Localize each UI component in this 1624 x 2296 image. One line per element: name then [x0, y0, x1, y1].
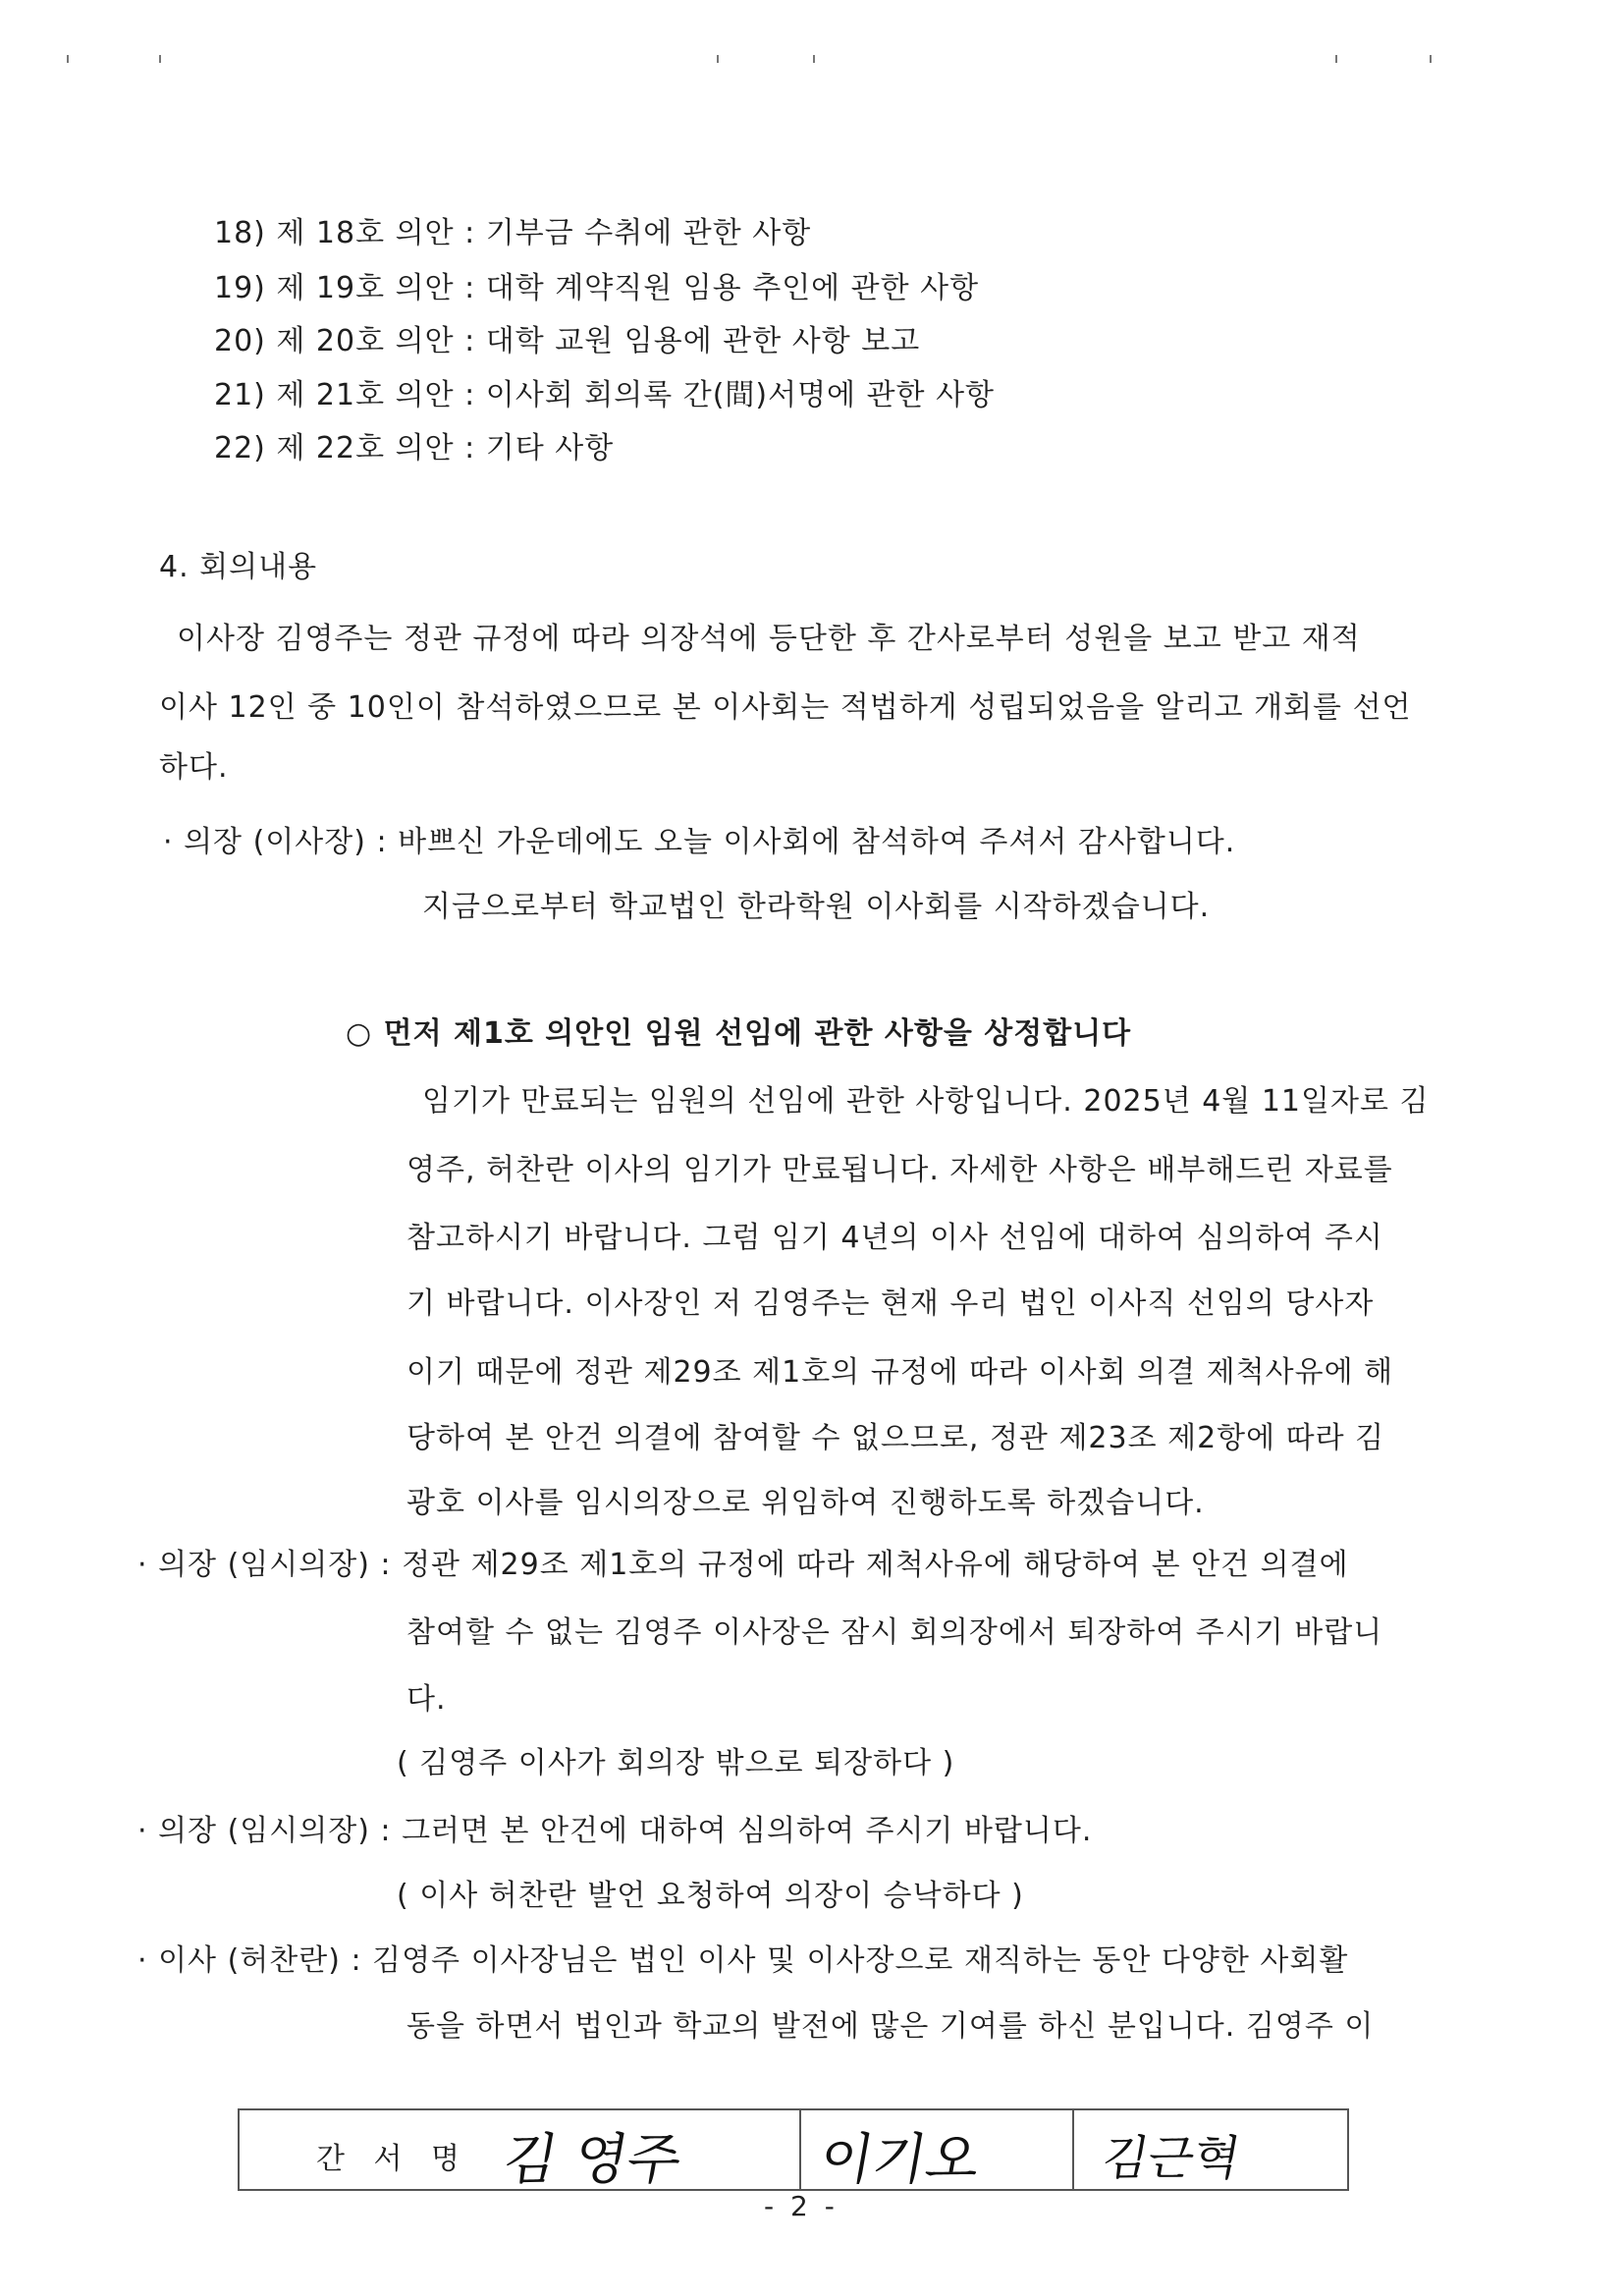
agenda1-heading: ○ 먼저 제1호 의안인 임원 선임에 관한 사항을 상정합니다: [346, 1016, 1132, 1051]
temp-chair-line: 다.: [406, 1682, 447, 1717]
scan-mark: [67, 55, 69, 63]
agenda1-line: 당하여 본 안건 의결에 참여할 수 없으므로, 정관 제23조 제2항에 따라 김: [406, 1421, 1385, 1455]
signature-divider: [1072, 2110, 1074, 2189]
opening-line: 하다.: [159, 750, 229, 785]
agenda1-line: 이기 때문에 정관 제29조 제1호의 규정에 따라 이사회 의결 제척사유에 해: [406, 1355, 1394, 1390]
chair-speech: · 의장 (이사장) : 바쁘신 가운데에도 오늘 이사회에 참석하여 주셔서 감사합니다.: [163, 825, 1236, 859]
agenda1-line: 광호 이사를 임시의장으로 위임하여 진행하도록 하겠습니다.: [406, 1486, 1205, 1520]
scan-mark: [1335, 55, 1337, 63]
agenda-item: 18) 제 18호 의안 : 기부금 수취에 관한 사항: [214, 216, 812, 250]
scan-mark: [813, 55, 815, 63]
temp-chair-speech: · 의장 (임시의장) : 정관 제29조 제1호의 규정에 따라 제척사유에 해당하여 본 안건 의결에: [137, 1548, 1349, 1582]
agenda-item: 22) 제 22호 의안 : 기타 사항: [214, 431, 615, 465]
chair-speech-line: 지금으로부터 학교법인 한라학원 이사회를 시작하겠습니다.: [422, 890, 1211, 924]
signature-2: 이기오: [814, 2128, 986, 2192]
signature-divider: [799, 2110, 801, 2189]
scan-mark: [159, 55, 161, 63]
note-request: ( 이사 허찬란 발언 요청하여 의장이 승낙하다 ): [397, 1879, 1024, 1913]
agenda1-line: 임기가 만료되는 임원의 선임에 관한 사항입니다. 2025년 4월 11일자로 김: [422, 1084, 1430, 1119]
agenda1-line: 영주, 허찬란 이사의 임기가 만료됩니다. 자세한 사항은 배부해드린 자료를: [406, 1153, 1393, 1187]
scan-mark: [717, 55, 719, 63]
temp-chair-speech-2: · 의장 (임시의장) : 그러면 본 안건에 대하여 심의하여 주시기 바랍니다.: [137, 1814, 1093, 1848]
section-title: 4. 회의내용: [159, 550, 318, 584]
agenda-item: 20) 제 20호 의안 : 대학 교원 임용에 관한 사항 보고: [214, 324, 921, 358]
agenda-item: 19) 제 19호 의안 : 대학 계약직원 임용 추인에 관한 사항: [214, 271, 980, 305]
note-exit: ( 김영주 이사가 회의장 밖으로 퇴장하다 ): [397, 1746, 955, 1780]
page-number: - 2 -: [764, 2190, 839, 2222]
director-speech: · 이사 (허찬란) : 김영주 이사장님은 법인 이사 및 이사장으로 재직하는 동안 다양한 사회활: [137, 1943, 1349, 1978]
agenda1-line: 참고하시기 바랍니다. 그럼 임기 4년의 이사 선임에 대하여 심의하여 주시: [406, 1221, 1383, 1255]
signature-3: 김근혁: [1098, 2131, 1245, 2186]
agenda-item: 21) 제 21호 의안 : 이사회 회의록 간(間)서명에 관한 사항: [214, 378, 996, 412]
opening-line: 이사장 김영주는 정관 규정에 따라 의장석에 등단한 후 간사로부터 성원을 보고 받고 재적: [177, 622, 1361, 656]
signature-1: 김 영주: [498, 2128, 687, 2192]
signature-label: 간 서 명: [316, 2142, 470, 2176]
signature-box: [238, 2108, 1349, 2191]
director-speech-line: 동을 하면서 법인과 학교의 발전에 많은 기여를 하신 분입니다. 김영주 이: [406, 2009, 1375, 2044]
agenda1-line: 기 바랍니다. 이사장인 저 김영주는 현재 우리 법인 이사직 선임의 당사자: [406, 1286, 1375, 1321]
temp-chair-line: 참여할 수 없는 김영주 이사장은 잠시 회의장에서 퇴장하여 주시기 바랍니: [406, 1615, 1383, 1650]
opening-line: 이사 12인 중 10인이 참석하였으므로 본 이사회는 적법하게 성립되었음을 알리고 개회를 선언: [159, 690, 1412, 725]
scan-mark: [1430, 55, 1432, 63]
